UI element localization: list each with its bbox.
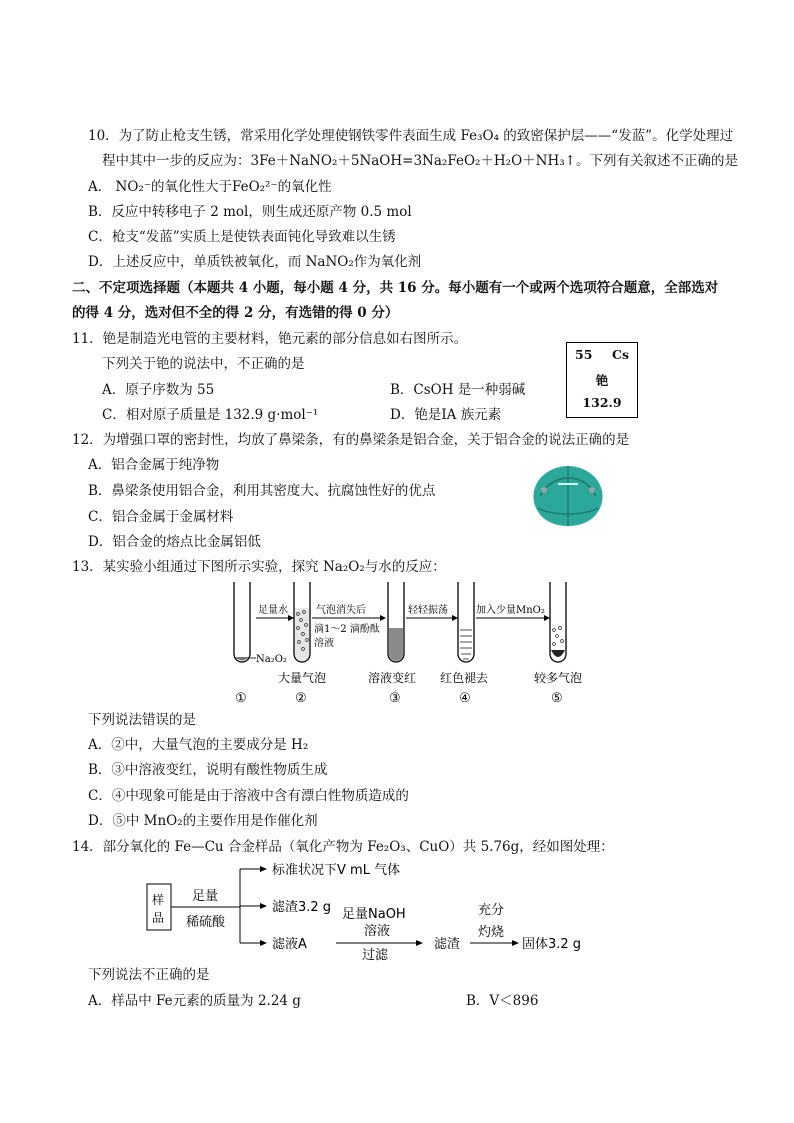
flow-naoh2: 溶液 [364,924,391,939]
test-tube-1 [234,582,256,662]
q11-sub: 下列关于铯的说法中，不正确的是 [102,356,305,372]
q11-option-b: B．CsOH 是一种弱碱 [390,382,526,398]
flow-residue2: 滤渣 [434,937,461,952]
q10-option-c: C．枪支“发蓝”实质上是使铁表面钝化导致难以生锈 [88,229,396,245]
q12-stem: 12．为增强口罩的密封性，均放了鼻梁条，有的鼻梁条是铝合金，关于铝合金的说法正确的是 [72,432,630,448]
step2-label-line3: 溶液 [314,638,334,649]
q11-option-c: C．相对原子质量是 132.9 g·mol⁻¹ [102,407,319,423]
flow-filtrate: 滤液A [272,937,307,952]
label-tube-3: ③ [389,691,401,706]
label-tube-5: ⑤ [551,691,563,706]
test-tube-3 [388,582,404,662]
flow-acid-label1: 足量 [192,889,219,904]
flow-gas: 标准状况下V mL 气体 [272,863,401,878]
q12-option-a: A．铝合金属于纯净物 [88,457,220,473]
flow-residue: 滤渣3.2 g [272,900,332,915]
caption-tube-3: 溶液变红 [368,671,417,685]
caption-tube-4: 红色褪去 [440,671,489,685]
q11-stem: 11．铯是制造光电管的主要材料，铯元素的部分信息如右图所示。 [72,331,468,347]
step2-label-line2: 滴1～2 滴酚酞 [314,624,380,635]
label-tube-2: ② [295,691,307,706]
test-tube-5 [550,582,566,662]
test-tube-2 [294,582,310,662]
label-tube-1: ① [235,691,247,706]
flow-sample-char2: 品 [152,911,165,925]
q10-stem-line2: 程中其中一步的反应为：3Fe＋NaNO₂＋5NaOH=3Na₂FeO₂＋H₂O＋NH₃↑。下列有关叙述不正确的是 [102,153,738,169]
q14-sub: 下列说法不正确的是 [88,967,210,983]
flow-naoh3: 过滤 [362,948,389,963]
q13-stem: 13．某实验小组通过下图所示实验，探究 Na₂O₂与水的反应： [72,559,446,575]
q10-option-b: B．反应中转移电子 2 mol，则生成还原产物 0.5 mol [88,204,412,220]
flow-sample-char1: 样 [152,893,165,907]
step2-label-line1: 气泡消失后 [316,605,366,616]
q10-stem-line1: 10．为了防止枪支生锈，常采用化学处理使钢铁零件表面生成 Fe₃O₄ 的致密保护层——“发蓝”。化学处理过 [88,128,734,144]
q13-option-a: A．②中，大量气泡的主要成分是 H₂ [88,737,309,753]
element-atomic-number: 55 [575,347,593,362]
element-symbol: Cs [612,347,629,362]
element-name: 铯 [595,373,609,388]
q14-stem: 14．部分氧化的 Fe—Cu 合金样品（氧化产物为 Fe₂O₃、CuO）共 5.76g，经如图处理： [72,839,614,855]
flow-solid: 固体3.2 g [522,937,582,952]
reagent-label: Na₂O₂ [256,654,287,665]
flow-acid-label2: 稀硫酸 [186,915,226,930]
element-mass: 132.9 [582,395,622,410]
step1-label: 足量水 [258,605,288,616]
q13-sub: 下列说法错误的是 [88,712,196,728]
flow-burn2: 灼烧 [478,925,505,940]
step4-label: 加入少量MnO₂ [476,605,545,616]
q14-flow-diagram [140,856,600,966]
q13-option-b: B．③中溶液变红，说明有酸性物质生成 [88,762,328,778]
caption-tube-2: 大量气泡 [278,671,327,685]
mask-image [528,462,608,530]
q13-option-c: C．④中现象可能是由于溶液中含有漂白性物质造成的 [88,788,409,804]
element-card [566,342,638,418]
q13-option-d: D．⑤中 MnO₂的主要作用是作催化剂 [88,813,318,829]
q14-option-b: B．V＜896 [466,993,539,1009]
q10-option-a: A． NO₂⁻的氧化性大于FeO₂²⁻的氧化性 [88,179,332,195]
q10-option-d: D．上述反应中，单质铁被氧化，而 NaNO₂作为氧化剂 [88,254,422,270]
q12-option-d: D．铝合金的熔点比金属铝低 [88,534,261,550]
step3-label: 轻轻振荡 [408,605,448,616]
label-tube-4: ④ [459,691,471,706]
q12-option-b: B．鼻梁条使用铝合金，利用其密度大、抗腐蚀性好的优点 [88,483,436,499]
q11-option-d: D．铯是ⅠA 族元素 [390,407,502,423]
caption-tube-5: 较多气泡 [534,671,583,685]
test-tube-4 [458,582,474,662]
q12-option-c: C．铝合金属于金属材料 [88,509,234,525]
flow-naoh1: 足量NaOH [342,907,406,922]
flow-burn1: 充分 [478,903,505,918]
section2-heading-line2: 的得 4 分，选对但不全的得 2 分，有选错的得 0 分） [72,305,399,321]
q14-option-a: A．样品中 Fe元素的质量为 2.24 g [88,993,301,1009]
q13-experiment-diagram [222,578,602,706]
q11-option-a: A．原子序数为 55 [102,382,215,398]
section2-heading-line1: 二、不定项选择题（本题共 4 小题，每小题 4 分，共 16 分。每小题有一个或两个选项符合题意，全部选对 [72,280,719,296]
